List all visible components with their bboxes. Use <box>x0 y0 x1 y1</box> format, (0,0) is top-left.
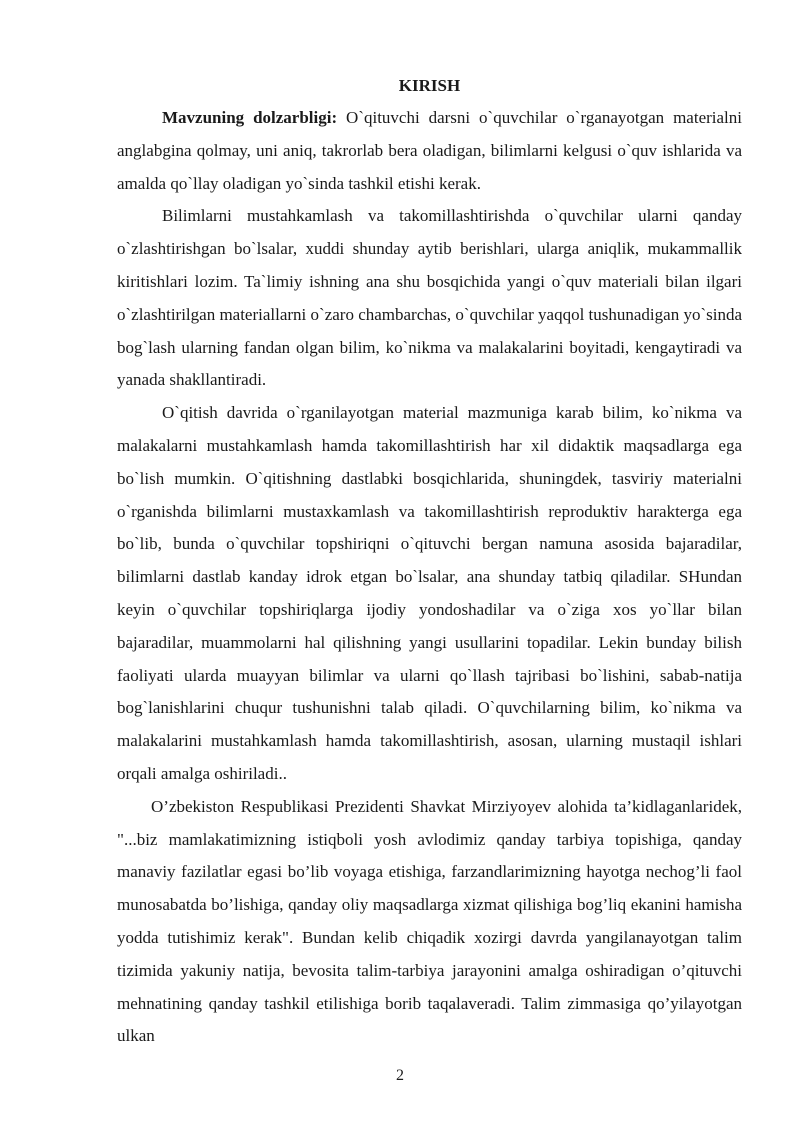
paragraph-lead-heading: Mavzuning dolzarbligi: <box>162 108 338 127</box>
page-number: 2 <box>396 1067 404 1084</box>
paragraph-consolidation: Bilimlarni mustahkamlash va takomillashtirishda o`quvchilar ularni qanday o`zlashtirishgan bo`lsalar, xuddi shunday aytib berishlari, ularga aniqlik, mukammallik kiritishlari lozim. Ta`limiy ishning ana shu bosqichida yangi o`quv materiali bilan ilgari o`zlashtirilgan materiallarni o`zaro chambarchas, o`quvchilar yaqqol tushunadigan yo`sinda bog`lash ularning fandan olgan bilim, ko`nikma va malakalarini boyitadi, kengaytiradi va yanada shakllantiradi. <box>117 206 742 390</box>
document-page <box>117 74 742 1053</box>
paragraph-president-quote: O’zbekiston Respublikasi Prezidenti Shavkat Mirziyoyev alohida ta’kidlaganlaridek, "...biz mamlakatimizning istiqboli yosh avlodimiz qanday tarbiya topishiga, qanday manaviy fazilatlar egasi bo’lib voyaga etishiga, farzandlarimizning hayotga nechog’li faol munosabatda bo’lishiga, qanday oliy maqsadlarga xizmat qilishiga bog’liq ekanini hamisha yodda tutishimiz kerak". Bundan kelib chiqadik xozirgi davrda yangilanayotgan talim tizimida yakuniy natija, bevosita talim-tarbiya jarayonini amalga oshiradigan o’qituvchi mehnatining qanday tashkil etilishiga borib taqalaveradi. Talim zimmasiga qo’yilayotgan ulkan <box>117 796 742 1046</box>
paragraph-teaching-period: O`qitish davrida o`rganilayotgan material mazmuniga karab bilim, ko`nikma va malakalarni mustahkamlash hamda takomillashtirish har xil didaktik maqsadlarga ega bo`lish mumkin. O`qitishning dastlabki bosqichlarida, shuningdek, tasviriy materialni o`rganishda bilimlarni mustaxkamlash va takomillashtirish reproduktiv harakterga ega bo`lib, bunda o`quvchilar topshiriqni o`qituvchi bergan namuna asosida bajaradilar, bilimlarni dastlab kanday idrok etgan bo`lsalar, ana shunday tatbiq qiladilar. SHundan keyin o`quvchilar topshiriqlarga ijodiy yondoshadilar va o`ziga xos yo`llar bilan bajaradilar, muammolarni hal qilishning yangi usullarini topadilar. Lekin bunday bilish faoliyati ularda muayyan bilimlar va ularni qo`llash tajribasi bo`lishini, sabab-natija bog`lanishlarini chuqur tushunishni talab qiladi. O`quvchilarning bilim, ko`nikma va malakalarini mustahkamlash hamda takomillashtirish, asosan, ularning mustaqil ishlari orqali amalga oshiriladi.. <box>117 403 742 783</box>
page-title: KIRISH <box>398 76 461 95</box>
paragraph-text: O`qituvchi darsni o`quvchilar o`rganayotgan materialni anglabgina qolmay, uni aniq, takrorlab bera oladigan, bilimlarni kelgusi o`quv ishlarida va amalda qo`llay oladigan yo`sinda tashkil etishi kerak. <box>117 108 742 193</box>
paragraph-relevance <box>117 102 742 200</box>
